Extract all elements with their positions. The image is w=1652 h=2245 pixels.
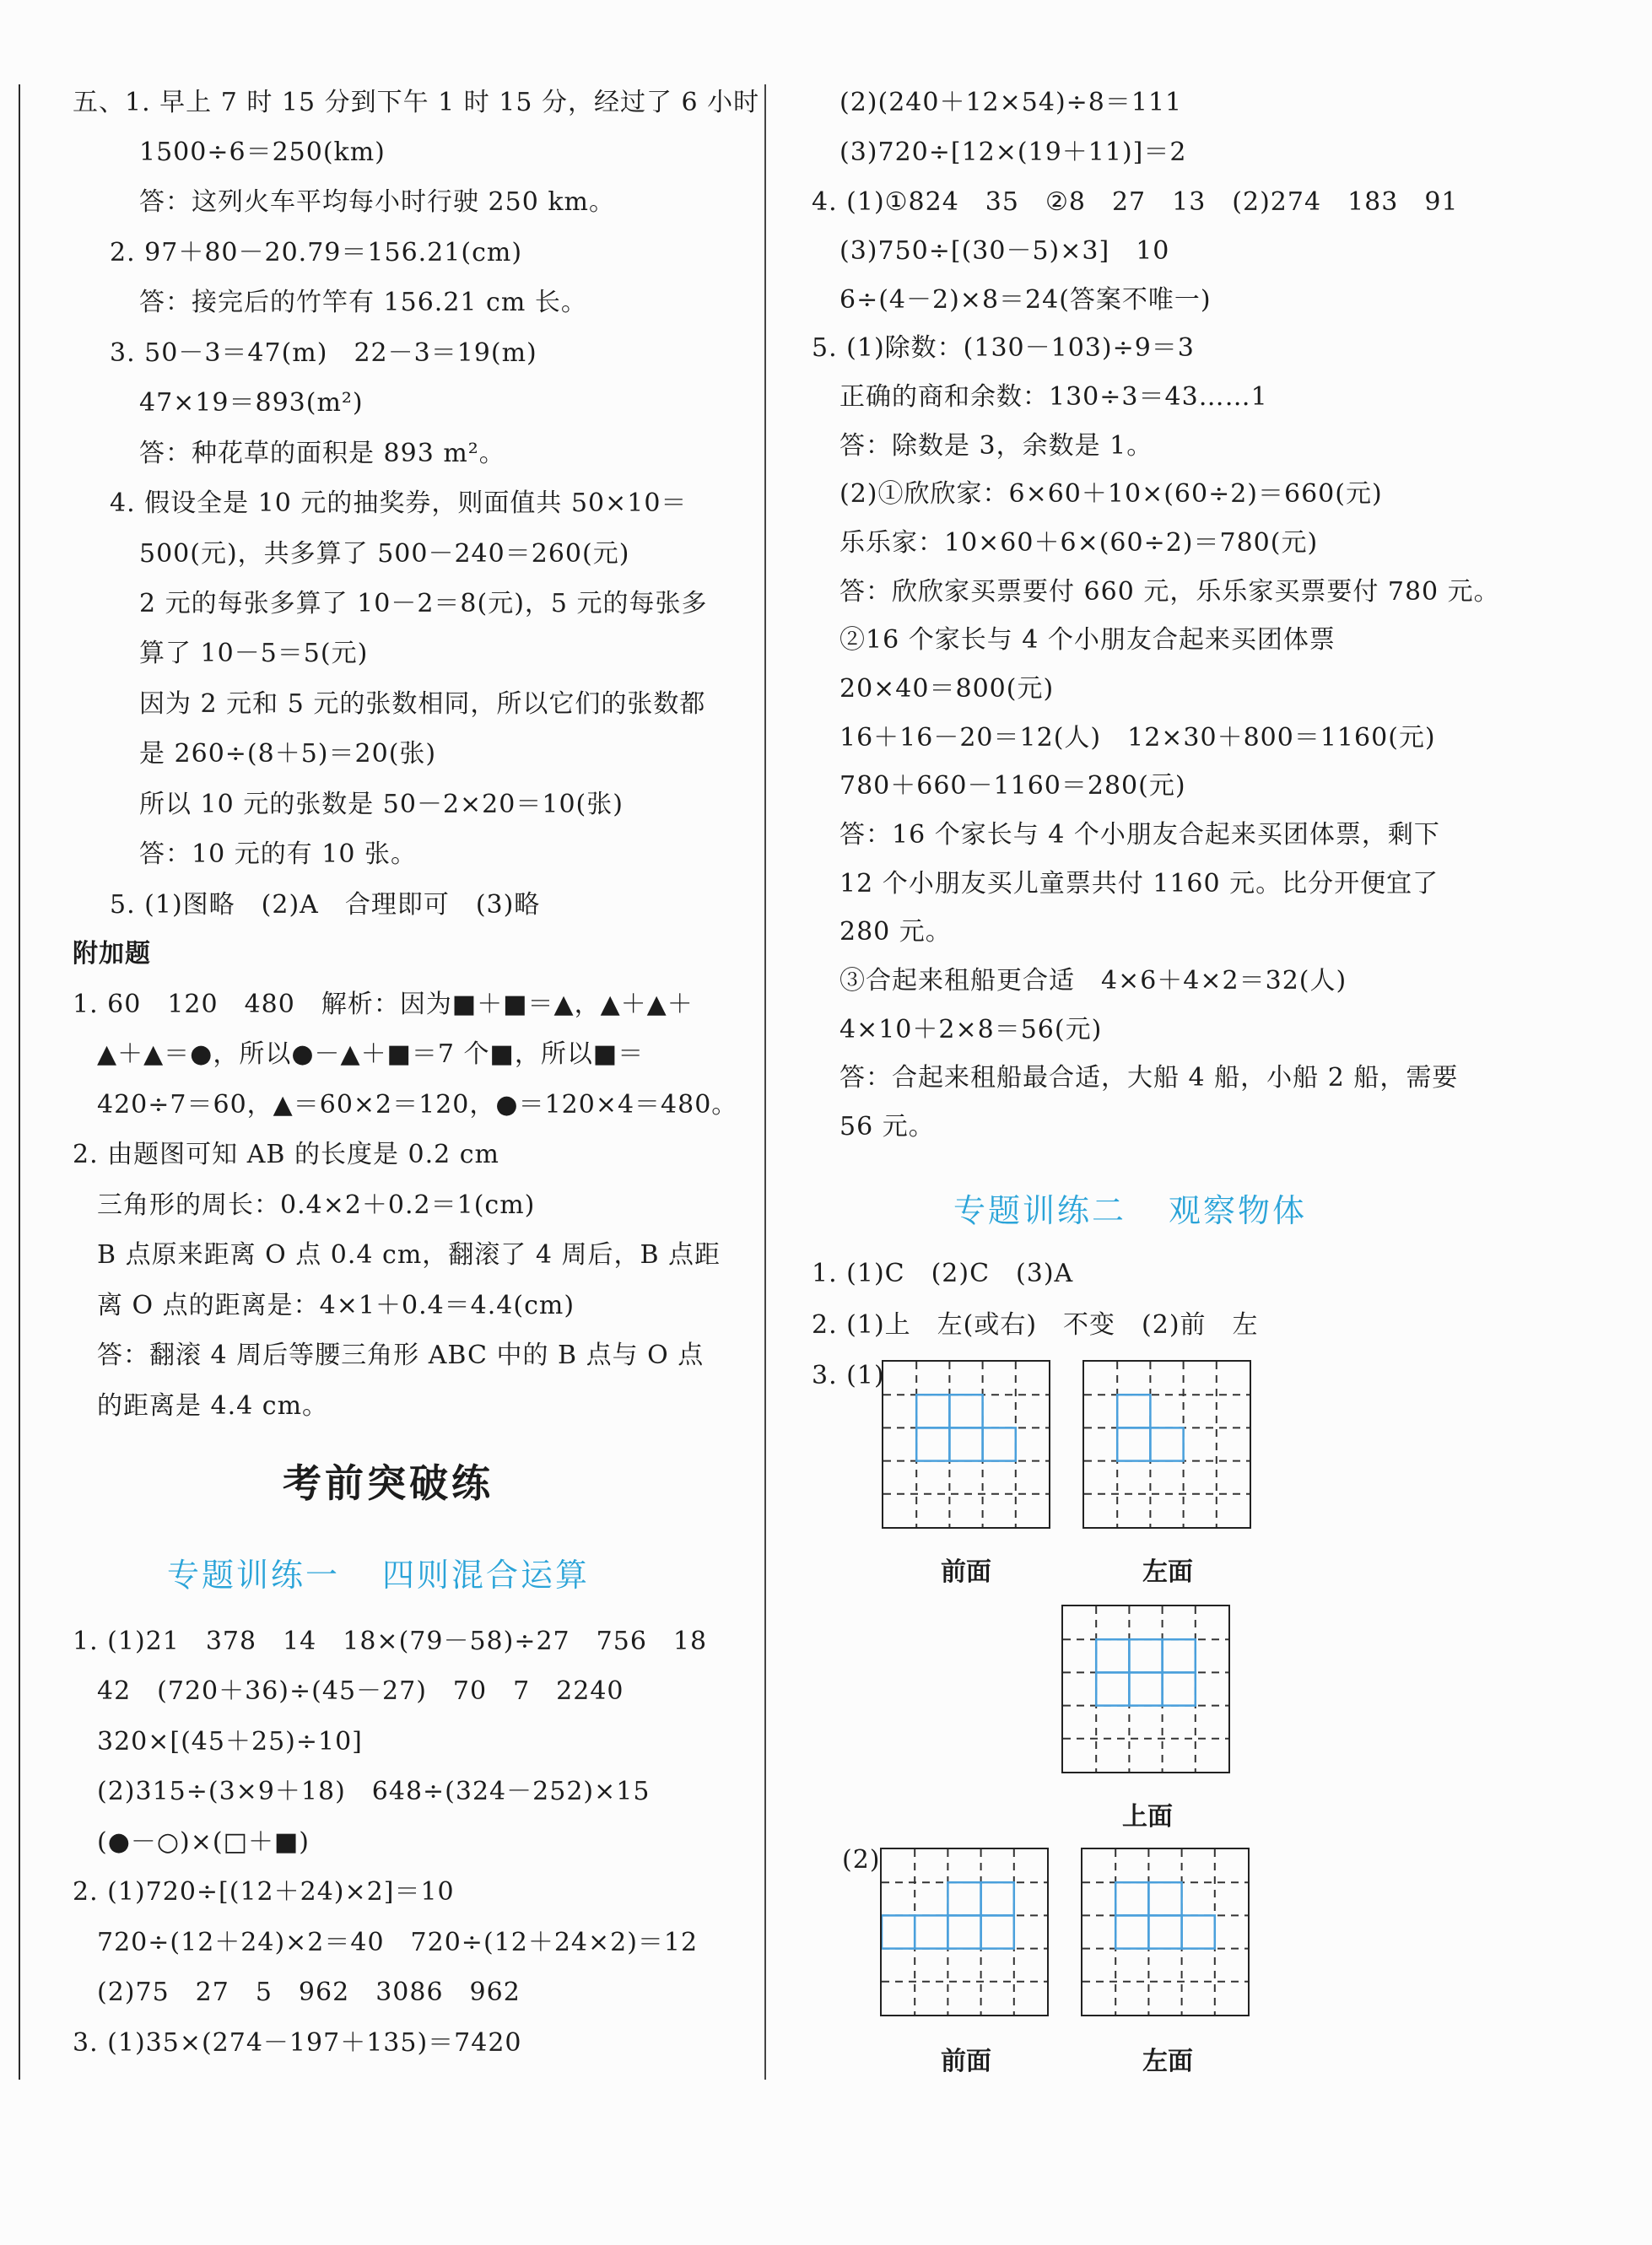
answer-5-5-line: 5. (1)图略 (2)A 合理即可 (3)略 [110,890,541,920]
shaded-cell [1163,1639,1196,1672]
text-line: 1500÷6＝250(km) [139,138,386,167]
text-line: 1. (1)C (2)C (3)A [812,1259,1074,1288]
shaded-cell [916,1427,949,1460]
text-line: B 点原来距离 O 点 0.4 cm，翻滚了 4 周后，B 点距 [97,1240,721,1270]
caption-left: 左面 [1142,2047,1193,2076]
text-line: 2. (1)720÷[(12＋24)×2]＝10 [73,1877,455,1907]
text-line: ②16 个家长与 4 个小朋友合起来买团体票 [839,625,1336,655]
text-line: 答：欣欣家买票要付 660 元，乐乐家买票要付 780 元。 [839,577,1500,607]
text-line: 12 个小朋友买儿童票共付 1160 元。比分开便宜了 [839,869,1439,899]
shaded-cell [882,1915,915,1948]
text-line: 答：翻滚 4 周后等腰三角形 ABC 中的 B 点与 O 点 [97,1341,705,1370]
shaded-cell [916,1395,949,1427]
column-divider [764,84,766,2080]
grid-left-view-1 [1082,1360,1251,1529]
grid-top-view-1 [1061,1605,1230,1773]
section-title-2 [953,1185,1349,1231]
shaded-cell [1115,1882,1148,1915]
shaded-cell [1163,1672,1196,1705]
shaded-cell [949,1427,982,1460]
text-line: 答：除数是 3，余数是 1。 [839,431,1153,461]
shaded-cell [1182,1915,1215,1948]
text-line: 42 (720＋36)÷(45－27) 70 7 2240 [97,1676,624,1706]
text-line: (3)720÷[12×(19＋11)]＝2 [839,138,1187,167]
caption-left: 左面 [1142,1557,1193,1587]
text-line: 320×[(45＋25)÷10] [97,1727,363,1757]
text-line: 2. (1)上 左(或右) 不变 (2)前 左 [812,1310,1259,1340]
answer-5-1-line: 五、1. 早上 7 时 15 分到下午 1 时 15 分，经过了 6 小时 [73,88,760,117]
text-line: (2)①欣欣家：6×60＋10×(60÷2)＝660(元) [839,479,1383,509]
text-line: 1. (1)21 378 14 18×(79－58)÷27 756 18 [73,1627,708,1656]
text-line: 算了 10－5＝5(元) [139,639,369,668]
text-line: 500(元)，共多算了 500－240＝260(元) [139,539,630,569]
shaded-cell [949,1395,982,1427]
caption-top: 上面 [1122,1802,1173,1832]
left-page-rule [19,84,20,2080]
shaded-cell [981,1882,1014,1915]
section-title-2-part: 观察物体 [1169,1192,1308,1229]
shaded-cell [1148,1915,1181,1948]
caption-front: 前面 [941,1557,991,1587]
shaded-cell [947,1882,980,1915]
text-line: 16＋16－20＝12(人) 12×30＋800＝1160(元) [839,723,1436,753]
shaded-cell [1096,1639,1129,1672]
text-line: 离 O 点的距离是：4×1＋0.4＝4.4(cm) [97,1291,575,1320]
text-line: 47×19＝893(m²) [139,388,364,418]
shaded-cell [1129,1672,1162,1705]
text-line: 780＋660－1160＝280(元) [839,771,1186,801]
shaded-cell [981,1915,1014,1948]
bonus-heading: 附加题 [73,939,151,969]
text-line: 所以 10 元的张数是 50－2×20＝10(张) [139,790,624,819]
answer-5-2-line: 2. 97＋80－20.79＝156.21(cm) [110,238,523,267]
text-line: 的距离是 4.4 cm。 [97,1391,329,1421]
text-line: 3. (1)35×(274－197＋135)＝7420 [73,2028,522,2058]
text-line: 答：种花草的面积是 893 m²。 [139,439,505,468]
text-line: (2)75 27 5 962 3086 962 [97,1978,521,2007]
big-title: 考前突破练 [283,1460,494,1506]
text-line: 是 260÷(8＋5)＝20(张) [139,739,437,769]
section-title-1 [167,1549,632,1595]
text-line: 3. (1) [812,1361,885,1390]
shaded-cell [947,1915,980,1948]
text-line: 答：接完后的竹竿有 156.21 cm 长。 [139,288,587,317]
text-line: 20×40＝800(元) [839,674,1055,704]
text-line: (●－○)×(□＋■) [97,1827,310,1857]
text-line: 6÷(4－2)×8＝24(答案不唯一) [839,285,1212,315]
shaded-cell [1115,1915,1148,1948]
text-line: 4×10＋2×8＝56(元) [839,1015,1103,1044]
text-line: 56 元。 [839,1112,935,1141]
text-line: 乐乐家：10×60＋6×(60÷2)＝780(元) [839,528,1319,558]
section-title-1-part: 专题训练一 [167,1557,341,1594]
text-line: 5. (1)除数：(130－103)÷9＝3 [812,333,1195,363]
text-line: 正确的商和余数：130÷3＝43……1 [839,382,1268,412]
shaded-cell [1129,1639,1162,1672]
text-line: (2)315÷(3×9＋18) 648÷(324－252)×15 [97,1777,651,1806]
answer-5-3-line: 3. 50－3＝47(m) 22－3＝19(m) [110,338,537,368]
text-line: 答：这列火车平均每小时行驶 250 km。 [139,187,615,217]
text-line: ▲＋▲＝●，所以●－▲＋■＝7 个■，所以■＝ [97,1039,645,1069]
grid-left-view-2 [1081,1848,1250,2016]
answer-5-4-line: 4. 假设全是 10 元的抽奖券，则面值共 50×10＝ [110,488,688,518]
text-line: 4. (1)①824 35 ②8 27 13 (2)274 183 91 [812,187,1459,217]
bonus-2-line: 2. 由题图可知 AB 的长度是 0.2 cm [73,1140,499,1169]
text-line: (2)(240＋12×54)÷8＝111 [839,88,1183,117]
shaded-cell [1150,1427,1183,1460]
text-line: 2 元的每张多算了 10－2＝8(元)，5 元的每张多 [139,589,708,618]
text-line: 三角形的周长：0.4×2＋0.2＝1(cm) [97,1190,536,1220]
shaded-cell [1096,1672,1129,1705]
text-line: 720÷(12＋24)×2＝40 720÷(12＋24×2)＝12 [97,1928,699,1957]
shaded-cell [983,1427,1016,1460]
section-title-1-part: 四则混合运算 [382,1557,591,1594]
text-line: 答：合起来租船最合适，大船 4 船，小船 2 船，需要 [839,1063,1459,1093]
text-line: 答：10 元的有 10 张。 [139,839,417,869]
text-line: 280 元。 [839,917,952,947]
shaded-cell [1117,1427,1150,1460]
grid-front-view-1 [882,1360,1050,1529]
shaded-cell [1117,1395,1150,1427]
shaded-cell [915,1915,947,1948]
text-line: 420÷7＝60，▲＝60×2＝120，●＝120×4＝480。 [97,1090,738,1120]
text-line: ③合起来租船更合适 4×6＋4×2＝32(人) [839,966,1347,996]
grid-front-view-2 [880,1848,1049,2016]
bonus-1-line: 1. 60 120 480 解析：因为■＋■＝▲，▲＋▲＋ [73,990,694,1019]
section-title-2-part: 专题训练二 [953,1192,1127,1229]
caption-front: 前面 [941,2047,991,2076]
text-line: (2) [842,1845,881,1875]
text-line: 答：16 个家长与 4 个小朋友合起来买团体票，剩下 [839,820,1440,850]
shaded-cell [1148,1882,1181,1915]
text-line: (3)750÷[(30－5)×3] 10 [839,236,1170,266]
text-line: 因为 2 元和 5 元的张数相同，所以它们的张数都 [139,689,706,719]
